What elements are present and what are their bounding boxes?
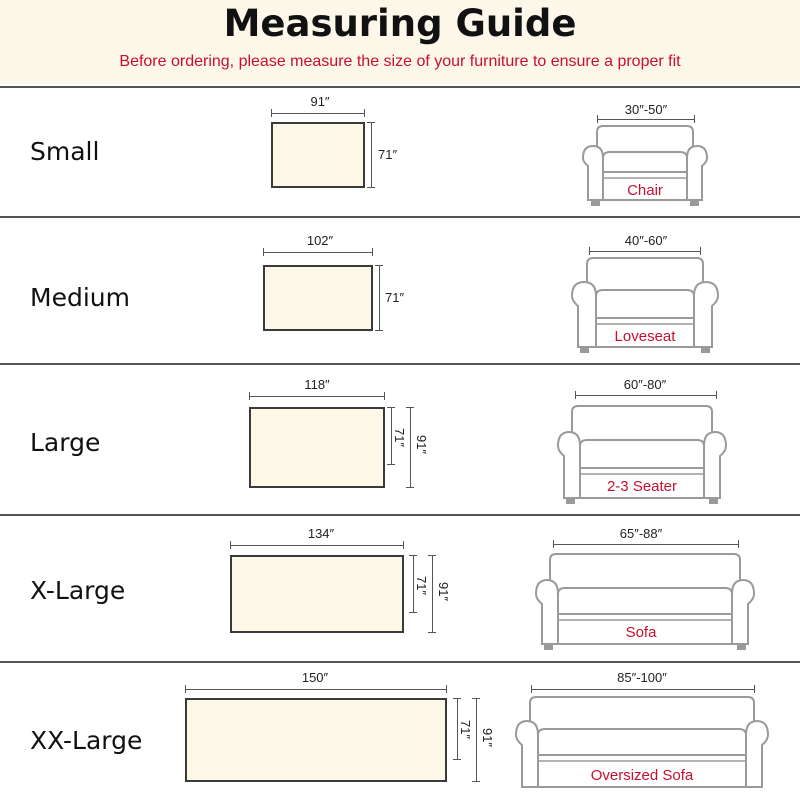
dimension-tick	[384, 392, 385, 400]
two-three-seater-icon	[556, 404, 728, 507]
width-dimension-line	[271, 113, 365, 114]
seat-cushion-diagram	[230, 555, 404, 633]
furniture-type-label: Sofa	[625, 624, 657, 641]
dimension-tick	[453, 759, 461, 760]
cushion-depth-alt-label: 91″	[414, 434, 430, 455]
furniture-width-line	[531, 689, 755, 690]
furniture-width-line	[575, 395, 717, 396]
cushion-depth-alt-label: 91″	[436, 581, 452, 602]
alt-depth-dimension-line	[410, 407, 411, 488]
width-dimension-line	[263, 252, 373, 253]
width-dimension-line	[185, 689, 447, 690]
dimension-tick	[367, 187, 375, 188]
cushion-depth-label: 71″	[392, 427, 408, 448]
divider	[0, 514, 800, 516]
dimension-tick	[472, 698, 480, 699]
dimension-tick	[403, 541, 404, 549]
dimension-tick	[716, 391, 717, 399]
dimension-tick	[249, 392, 250, 400]
furniture-type-label: Chair	[627, 182, 663, 199]
dimension-tick	[263, 248, 264, 256]
furniture-width-line	[589, 251, 701, 252]
dimension-tick	[428, 555, 436, 556]
furniture-width-label: 65″-88″	[619, 526, 663, 541]
dimension-tick	[531, 685, 532, 693]
dimension-tick	[367, 122, 375, 123]
seat-cushion-diagram	[263, 265, 373, 331]
dimension-tick	[472, 781, 480, 782]
dimension-tick	[553, 540, 554, 548]
depth-dimension-line	[371, 122, 372, 188]
cushion-width-label: 150″	[301, 670, 329, 685]
furniture-type-label: Loveseat	[614, 328, 676, 345]
dimension-tick	[364, 109, 365, 117]
dimension-tick	[700, 247, 701, 255]
seat-cushion-diagram	[271, 122, 365, 188]
dimension-tick	[375, 330, 383, 331]
oversized-sofa-icon	[514, 695, 770, 795]
size-label: X-Large	[30, 576, 126, 605]
dimension-tick	[428, 632, 436, 633]
sofa-icon	[534, 552, 756, 654]
cushion-depth-label: 71″	[458, 719, 474, 740]
dimension-tick	[409, 555, 417, 556]
divider	[0, 661, 800, 663]
dimension-tick	[409, 612, 417, 613]
furniture-type-label: 2-3 Seater	[606, 478, 678, 495]
furniture-type-label: Oversized Sofa	[590, 767, 694, 784]
furniture-width-label: 60″-80″	[623, 377, 667, 392]
dimension-tick	[372, 248, 373, 256]
depth-dimension-line	[379, 265, 380, 331]
divider	[0, 216, 800, 218]
dimension-tick	[738, 540, 739, 548]
dimension-tick	[375, 265, 383, 266]
size-label: Large	[30, 428, 101, 457]
cushion-width-label: 118″	[304, 377, 330, 392]
width-dimension-line	[249, 396, 385, 397]
size-label: Medium	[30, 283, 130, 312]
dimension-tick	[597, 115, 598, 123]
dimension-tick	[446, 685, 447, 693]
alt-depth-dimension-line	[476, 698, 477, 782]
dimension-tick	[453, 698, 461, 699]
cushion-depth-alt-label: 91″	[480, 727, 496, 748]
divider	[0, 86, 800, 88]
width-dimension-line	[230, 545, 404, 546]
dimension-tick	[406, 407, 414, 408]
dimension-tick	[694, 115, 695, 123]
furniture-width-label: 40″-60″	[624, 233, 668, 248]
cushion-depth-label: 71″	[414, 575, 430, 596]
dimension-tick	[406, 487, 414, 488]
dimension-tick	[589, 247, 590, 255]
header-banner	[0, 0, 800, 84]
cushion-depth-label: 71″	[385, 290, 405, 305]
furniture-width-line	[597, 119, 695, 120]
alt-depth-dimension-line	[432, 555, 433, 633]
dimension-tick	[185, 685, 186, 693]
furniture-width-label: 30″-50″	[624, 102, 668, 117]
dimension-tick	[387, 407, 395, 408]
dimension-tick	[230, 541, 231, 549]
dimension-tick	[387, 464, 395, 465]
dimension-tick	[754, 685, 755, 693]
cushion-width-label: 134″	[307, 526, 335, 541]
loveseat-icon	[570, 256, 720, 356]
furniture-width-line	[553, 544, 739, 545]
chair-icon	[580, 124, 710, 208]
divider	[0, 363, 800, 365]
cushion-width-label: 91″	[310, 94, 330, 109]
cushion-width-label: 102″	[306, 233, 334, 248]
size-label: XX-Large	[30, 726, 143, 755]
size-label: Small	[30, 137, 100, 166]
page-subtitle: Before ordering, please measure the size of your furniture to ensure a proper fit	[119, 53, 681, 70]
cushion-depth-label: 71″	[378, 147, 398, 162]
seat-cushion-diagram	[185, 698, 447, 782]
page-title: Measuring Guide	[223, 2, 577, 45]
dimension-tick	[575, 391, 576, 399]
seat-cushion-diagram	[249, 407, 385, 488]
dimension-tick	[271, 109, 272, 117]
furniture-width-label: 85″-100″	[617, 670, 667, 685]
